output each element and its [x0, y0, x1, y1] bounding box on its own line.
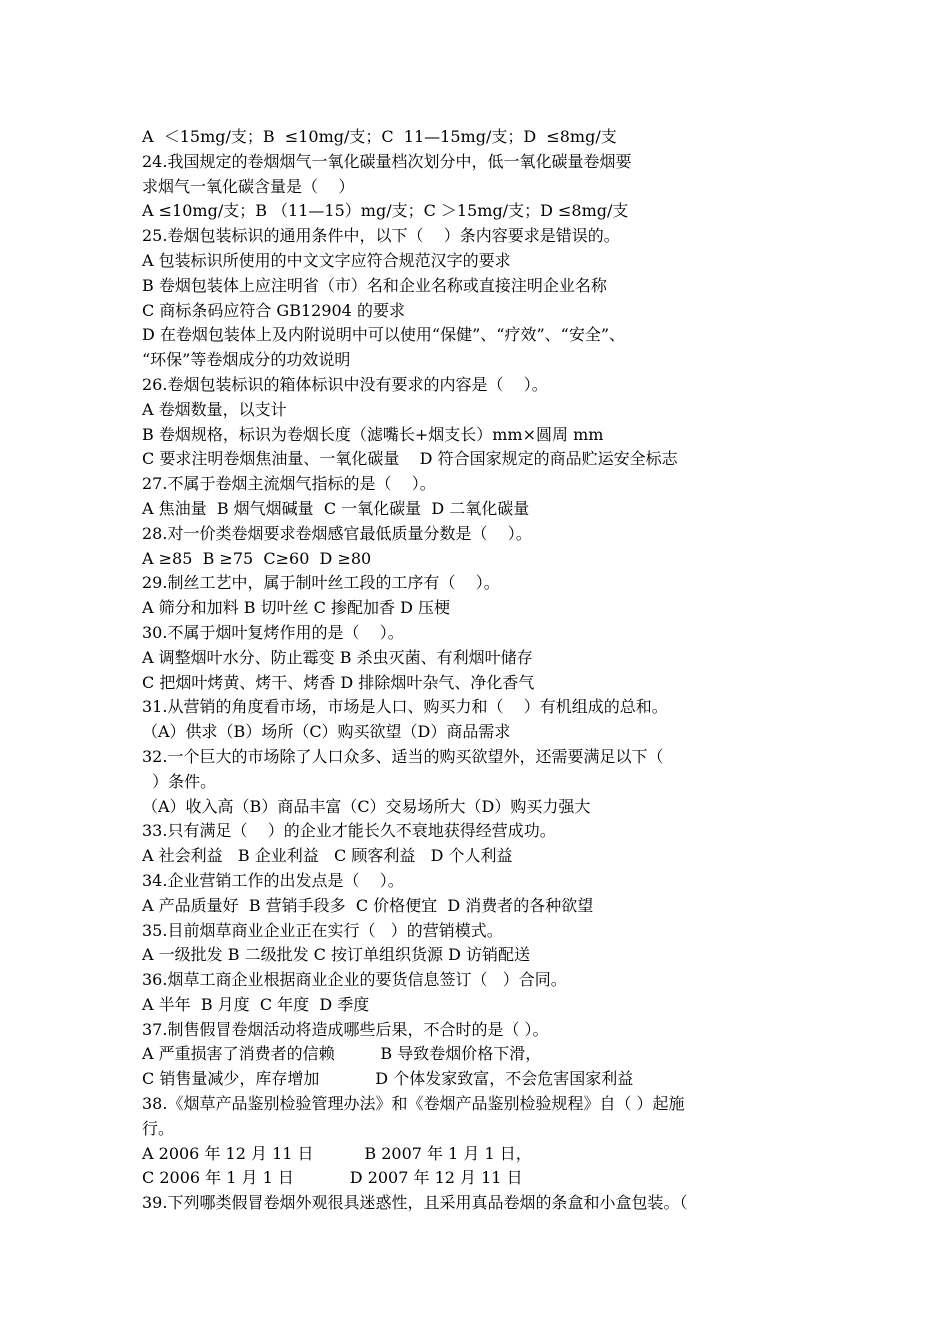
option-26-b: B 卷烟规格，标识为卷烟长度（滤嘴长+烟支长）mm×圆周 mm [142, 424, 604, 444]
question-31: 31.从营销的角度看市场，市场是人口、购买力和（ ）有机组成的总和。 [142, 697, 668, 717]
question-30: 30.不属于烟叶复烤作用的是（ ）。 [142, 622, 404, 642]
options-36: A 半年 B 月度 C 年度 D 季度 [142, 994, 370, 1014]
question-33: 33.只有满足（ ）的企业才能长久不衰地获得经营成功。 [142, 821, 556, 841]
question-36: 36.烟草工商企业根据商业企业的要货信息签订（ ）合同。 [142, 970, 567, 990]
question-32: 32.一个巨大的市场除了人口众多、适当的购买欲望外，还需要满足以下（ [142, 746, 664, 766]
options-29: A 筛分和加料 B 切叶丝 C 掺配加香 D 压梗 [142, 598, 450, 618]
option-25-d: D 在卷烟包装体上及内附说明中可以使用“保健”、“疗效”、“安全”、 [142, 325, 625, 345]
options-38-ab: A 2006 年 12 月 11 日 B 2007 年 1 月 1 日， [142, 1143, 532, 1163]
options-38-cd: C 2006 年 1 月 1 日 D 2007 年 12 月 11 日 [142, 1168, 523, 1188]
text-line: 求烟气一氧化碳含量是（ ） [142, 176, 355, 196]
question-25: 25.卷烟包装标识的通用条件中，以下（ ）条内容要求是错误的。 [142, 226, 620, 246]
options-33: A 社会利益 B 企业利益 C 顾客利益 D 个人利益 [142, 846, 513, 866]
options-30-cd: C 把烟叶烤黄、烤干、烤香 D 排除烟叶杂气、净化香气 [142, 672, 535, 692]
question-27: 27.不属于卷烟主流烟气指标的是（ ）。 [142, 474, 436, 494]
option-26-cd: C 要求注明卷烟焦油量、一氧化碳量 D 符合国家规定的商品贮运安全标志 [142, 449, 678, 469]
options-35: A 一级批发 B 二级批发 C 按订单组织货源 D 访销配送 [142, 945, 530, 965]
options-32: （A）收入高（B）商品丰富（C）交易场所大（D）购买力强大 [142, 796, 591, 816]
options-37-ab: A 严重损害了消费者的信赖 B 导致卷烟价格下滑， [142, 1044, 542, 1064]
question-26: 26.卷烟包装标识的箱体标识中没有要求的内容是（ ）。 [142, 374, 548, 394]
question-29: 29.制丝工艺中，属于制叶丝工段的工序有（ ）。 [142, 573, 500, 593]
question-39: 39.下列哪类假冒卷烟外观很具迷惑性，且采用真品卷烟的条盒和小盒包装。（ [142, 1193, 688, 1213]
options-30-ab: A 调整烟叶水分、防止霉变 B 杀虫灭菌、有利烟叶储存 [142, 647, 533, 667]
options-27: A 焦油量 B 烟气烟碱量 C 一氧化碳量 D 二氧化碳量 [142, 498, 530, 518]
option-26-a: A 卷烟数量，以支计 [142, 399, 287, 419]
text-line: 行。 [142, 1118, 175, 1138]
options-31: （A）供求（B）场所（C）购买欲望（D）商品需求 [142, 722, 511, 742]
question-24: 24.我国规定的卷烟烟气一氧化碳量档次划分中，低一氧化碳量卷烟要 [142, 151, 632, 171]
options-37-cd: C 销售量减少，库存增加 D 个体发家致富，不会危害国家利益 [142, 1069, 634, 1089]
options-34: A 产品质量好 B 营销手段多 C 价格便宜 D 消费者的各种欲望 [142, 895, 594, 915]
question-28: 28.对一价类卷烟要求卷烟感官最低质量分数是（ ）。 [142, 523, 532, 543]
question-37: 37.制售假冒卷烟活动将造成哪些后果，不合时的是（ ）。 [142, 1019, 549, 1039]
text-line: A ＜15mg/支；B ≤10mg/支；C 11—15mg/支；D ≤8mg/支 [142, 127, 617, 146]
text-line: ）条件。 [142, 771, 217, 791]
option-25-b: B 卷烟包装体上应注明省（市）名和企业名称或直接注明企业名称 [142, 275, 607, 295]
text-line: “环保”等卷烟成分的功效说明 [142, 350, 351, 370]
option-25-c: C 商标条码应符合 GB12904 的要求 [142, 300, 405, 320]
options-24: A ≤10mg/支；B （11—15）mg/支；C ＞15mg/支；D ≤8mg/支 [142, 201, 629, 221]
question-34: 34.企业营销工作的出发点是（ ）。 [142, 870, 404, 890]
question-38: 38.《烟草产品鉴别检验管理办法》和《卷烟产品鉴别检验规程》自（ ）起施 [142, 1094, 685, 1114]
options-28: A ≥85 B ≥75 C≥60 D ≥80 [142, 548, 372, 568]
document-page [142, 125, 810, 1216]
option-25-a: A 包装标识所使用的中文文字应符合规范汉字的要求 [142, 250, 511, 270]
question-35: 35.目前烟草商业企业正在实行（ ）的营销模式。 [142, 920, 503, 940]
